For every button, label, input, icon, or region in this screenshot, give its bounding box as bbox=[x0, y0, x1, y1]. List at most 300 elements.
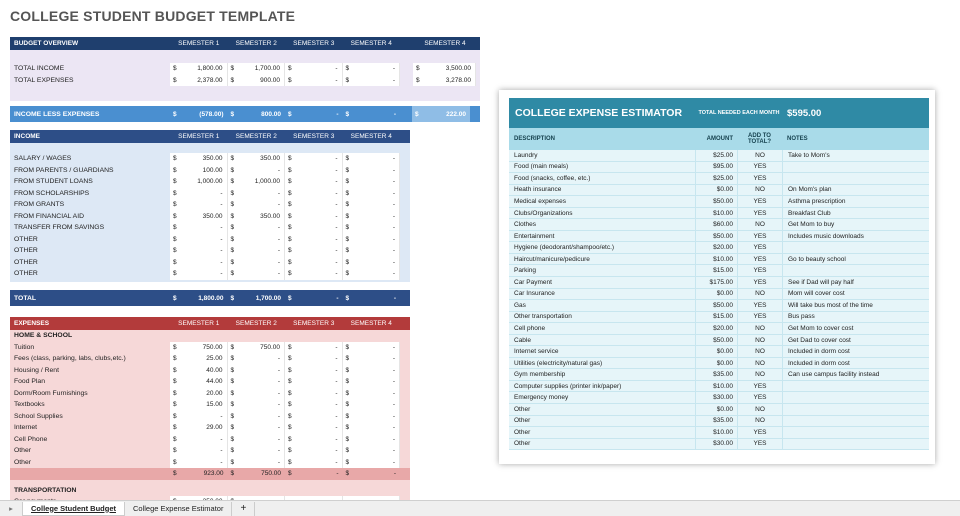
value-cell[interactable] bbox=[343, 290, 401, 306]
amount-cell[interactable]: $25.00 bbox=[695, 173, 737, 184]
value-cell[interactable] bbox=[228, 422, 286, 434]
notes-cell[interactable] bbox=[782, 439, 929, 450]
description-cell[interactable]: Food (main meals) bbox=[514, 163, 569, 171]
value-cell[interactable] bbox=[343, 353, 401, 365]
amount-cell[interactable]: $10.00 bbox=[695, 208, 737, 219]
description-cell[interactable]: Parking bbox=[514, 267, 537, 275]
value-cell[interactable] bbox=[343, 75, 401, 87]
add-to-total-cell[interactable]: NO bbox=[737, 358, 782, 369]
estimator-row bbox=[509, 254, 929, 266]
income-section bbox=[10, 130, 410, 282]
value-cell[interactable] bbox=[412, 106, 470, 122]
add-to-total-cell[interactable]: YES bbox=[737, 242, 782, 253]
cell-value: - bbox=[335, 155, 338, 163]
amount-cell[interactable]: $20.00 bbox=[695, 323, 737, 334]
value-cell[interactable] bbox=[170, 188, 228, 200]
value-cell[interactable] bbox=[343, 234, 401, 246]
currency-symbol: $ bbox=[345, 224, 350, 232]
value-cell[interactable] bbox=[228, 399, 286, 411]
value-cell[interactable] bbox=[228, 457, 286, 469]
currency-symbol: $ bbox=[173, 212, 177, 220]
value-cell[interactable] bbox=[285, 153, 343, 165]
value-cell[interactable] bbox=[228, 388, 286, 400]
value-cell[interactable] bbox=[170, 75, 228, 87]
expenses-header: EXPENSES SEMESTER 1 SEMESTER 2 SEMESTER 3 SEMESTER 4 bbox=[10, 317, 410, 330]
cell-value: 25.00 bbox=[206, 355, 223, 363]
income-row bbox=[10, 234, 410, 246]
value-cell[interactable] bbox=[228, 165, 286, 177]
amount-cell[interactable]: $10.00 bbox=[695, 427, 737, 438]
value-cell[interactable] bbox=[285, 353, 343, 365]
cell-value: - bbox=[277, 270, 280, 278]
description-cell[interactable]: Entertainment bbox=[514, 232, 555, 240]
amount-cell[interactable]: $15.00 bbox=[695, 265, 737, 276]
value-cell[interactable] bbox=[343, 422, 401, 434]
amount-cell[interactable]: $15.00 bbox=[695, 312, 737, 323]
value-cell[interactable] bbox=[343, 211, 401, 223]
add-to-total-cell[interactable]: YES bbox=[737, 300, 782, 311]
add-to-total-cell[interactable]: NO bbox=[737, 150, 782, 161]
value-cell[interactable] bbox=[170, 199, 228, 211]
cell-value: 750.00 bbox=[260, 343, 280, 351]
description-cell[interactable]: Medical expenses bbox=[514, 197, 567, 205]
add-to-total-cell[interactable]: NO bbox=[737, 289, 782, 300]
currency-symbol: $ bbox=[230, 178, 235, 186]
value-cell[interactable] bbox=[170, 290, 228, 306]
value-cell[interactable] bbox=[343, 376, 401, 388]
notes-cell[interactable] bbox=[782, 392, 929, 403]
notes-cell[interactable]: On Mom's plan bbox=[782, 185, 929, 196]
description-cell[interactable]: Other bbox=[514, 428, 531, 436]
amount-cell[interactable]: $35.00 bbox=[695, 416, 737, 427]
value-cell[interactable] bbox=[228, 222, 286, 234]
notes-cell[interactable]: Includes music downloads bbox=[782, 231, 929, 242]
expenses-subtotal-row bbox=[10, 468, 410, 480]
notes-cell[interactable]: Asthma prescription bbox=[782, 196, 929, 207]
value-cell[interactable] bbox=[343, 176, 401, 188]
amount-cell[interactable]: $95.00 bbox=[695, 162, 737, 173]
description-cell[interactable]: Gas bbox=[514, 301, 526, 309]
value-cell[interactable] bbox=[170, 106, 228, 122]
cell-value: 800.00 bbox=[261, 110, 281, 118]
cell-value: 222.00 bbox=[446, 110, 466, 118]
add-to-total-cell[interactable]: NO bbox=[737, 335, 782, 346]
value-cell[interactable] bbox=[228, 188, 286, 200]
row-label: FROM STUDENT LOANS bbox=[14, 178, 93, 186]
currency-symbol: $ bbox=[288, 366, 292, 374]
expense-row bbox=[10, 342, 410, 354]
value-cell[interactable] bbox=[170, 422, 228, 434]
value-cell[interactable] bbox=[228, 365, 286, 377]
add-to-total-cell[interactable]: YES bbox=[737, 392, 782, 403]
value-cell[interactable] bbox=[285, 434, 343, 446]
value-cell[interactable] bbox=[170, 388, 228, 400]
cell-value: - bbox=[392, 224, 395, 232]
cell-value: 40.00 bbox=[206, 366, 223, 374]
notes-cell[interactable] bbox=[782, 242, 929, 253]
value-cell[interactable] bbox=[170, 376, 228, 388]
value-cell[interactable] bbox=[228, 434, 286, 446]
value-cell[interactable] bbox=[343, 268, 401, 280]
overview-total-cell[interactable] bbox=[413, 75, 476, 87]
tab-scroll-icon[interactable]: ▸ bbox=[9, 504, 13, 513]
description-cell[interactable]: Car Payment bbox=[514, 278, 552, 286]
value-cell[interactable] bbox=[285, 211, 343, 223]
currency-symbol: $ bbox=[345, 270, 350, 278]
tab-college-student-budget[interactable]: College Student Budget bbox=[22, 502, 125, 516]
add-to-total-cell[interactable]: NO bbox=[737, 346, 782, 357]
currency-symbol: $ bbox=[230, 65, 235, 73]
add-to-total-cell[interactable]: YES bbox=[737, 277, 782, 288]
amount-cell[interactable]: $30.00 bbox=[695, 439, 737, 450]
cell-value: 750.00 bbox=[202, 343, 223, 351]
value-cell[interactable] bbox=[170, 153, 228, 165]
description-cell[interactable]: Clubs/Organizations bbox=[514, 209, 573, 217]
amount-cell[interactable]: $60.00 bbox=[695, 219, 737, 230]
notes-cell[interactable] bbox=[782, 427, 929, 438]
cell-value: 3,278.00 bbox=[445, 76, 471, 84]
tab-college-expense-estimator[interactable]: College Expense Estimator bbox=[125, 502, 232, 516]
notes-cell[interactable]: Get Dad to cover cost bbox=[782, 335, 929, 346]
add-to-total-cell[interactable]: YES bbox=[737, 312, 782, 323]
notes-cell[interactable]: Included in dorm cost bbox=[782, 358, 929, 369]
description-cell[interactable]: Emergency money bbox=[514, 394, 569, 402]
value-cell[interactable] bbox=[343, 63, 401, 75]
value-cell[interactable] bbox=[228, 211, 286, 223]
home-school-label: HOME & SCHOOL bbox=[14, 332, 73, 340]
value-cell[interactable] bbox=[285, 290, 343, 306]
add-to-total-cell[interactable]: NO bbox=[737, 323, 782, 334]
income-row bbox=[10, 211, 410, 223]
value-cell[interactable] bbox=[343, 165, 401, 177]
value-cell[interactable] bbox=[228, 411, 286, 423]
row-label: FROM PARENTS / GUARDIANS bbox=[14, 166, 114, 174]
overview-total-cell[interactable] bbox=[413, 63, 476, 75]
value-cell[interactable] bbox=[228, 257, 286, 269]
value-cell[interactable] bbox=[228, 63, 286, 75]
value-cell[interactable] bbox=[170, 234, 228, 246]
value-cell[interactable] bbox=[170, 457, 228, 469]
value-cell[interactable] bbox=[285, 411, 343, 423]
description-cell[interactable]: Cable bbox=[514, 336, 531, 344]
value-cell[interactable] bbox=[170, 245, 228, 257]
value-cell[interactable] bbox=[285, 106, 343, 122]
total-needed-value: $595.00 bbox=[787, 107, 822, 119]
value-cell[interactable] bbox=[343, 245, 401, 257]
value-cell[interactable] bbox=[170, 342, 228, 354]
value-cell[interactable] bbox=[343, 199, 401, 211]
amount-cell[interactable]: $20.00 bbox=[695, 242, 737, 253]
value-cell[interactable] bbox=[170, 434, 228, 446]
description-cell[interactable]: Hygiene (deodorant/shampoo/etc.) bbox=[514, 244, 615, 252]
description-cell[interactable]: Gym membership bbox=[514, 371, 566, 379]
currency-symbol: $ bbox=[345, 401, 350, 409]
cell-value: - bbox=[335, 65, 338, 73]
value-cell[interactable] bbox=[228, 153, 286, 165]
notes-cell[interactable]: Included in dorm cost bbox=[782, 346, 929, 357]
value-cell[interactable] bbox=[285, 388, 343, 400]
add-to-total-cell[interactable]: YES bbox=[737, 254, 782, 265]
amount-cell[interactable]: $50.00 bbox=[695, 335, 737, 346]
description-cell[interactable]: Other transportation bbox=[514, 313, 572, 321]
notes-cell[interactable] bbox=[782, 173, 929, 184]
value-cell[interactable] bbox=[285, 165, 343, 177]
add-to-total-cell[interactable]: YES bbox=[737, 173, 782, 184]
notes-cell[interactable] bbox=[782, 381, 929, 392]
value-cell[interactable] bbox=[343, 388, 401, 400]
amount-cell[interactable]: $175.00 bbox=[695, 277, 737, 288]
value-cell[interactable] bbox=[343, 342, 401, 354]
description-cell[interactable]: Food (snacks, coffee, etc.) bbox=[514, 174, 591, 182]
currency-symbol: $ bbox=[230, 389, 235, 397]
value-cell[interactable] bbox=[228, 75, 286, 87]
estimator-row bbox=[509, 427, 929, 439]
value-cell[interactable] bbox=[170, 411, 228, 423]
cell-value: - bbox=[277, 355, 280, 363]
amount-cell[interactable]: $50.00 bbox=[695, 231, 737, 242]
value-cell[interactable] bbox=[170, 399, 228, 411]
currency-symbol: $ bbox=[173, 178, 177, 186]
value-cell[interactable] bbox=[170, 268, 228, 280]
amount-cell[interactable]: $25.00 bbox=[695, 150, 737, 161]
amount-cell[interactable]: $0.00 bbox=[695, 358, 737, 369]
add-to-total-cell[interactable]: NO bbox=[737, 404, 782, 415]
value-cell[interactable] bbox=[285, 199, 343, 211]
notes-cell[interactable]: Can use campus facility instead bbox=[782, 369, 929, 380]
value-cell[interactable] bbox=[228, 353, 286, 365]
currency-symbol: $ bbox=[173, 366, 177, 374]
amount-cell[interactable]: $10.00 bbox=[695, 381, 737, 392]
value-cell[interactable] bbox=[228, 445, 286, 457]
row-label: Internet bbox=[14, 424, 38, 432]
add-to-total-cell[interactable]: YES bbox=[737, 208, 782, 219]
description-cell[interactable]: Cell phone bbox=[514, 324, 546, 332]
value-cell[interactable] bbox=[285, 176, 343, 188]
amount-cell[interactable]: $0.00 bbox=[695, 185, 737, 196]
notes-cell[interactable]: Mom will cover cost bbox=[782, 289, 929, 300]
value-cell[interactable] bbox=[285, 245, 343, 257]
add-to-total-cell[interactable]: YES bbox=[737, 196, 782, 207]
amount-cell[interactable]: $50.00 bbox=[695, 196, 737, 207]
notes-cell[interactable] bbox=[782, 416, 929, 427]
value-cell[interactable] bbox=[170, 468, 228, 480]
estimator-row bbox=[509, 300, 929, 312]
add-to-total-cell[interactable]: YES bbox=[737, 427, 782, 438]
value-cell[interactable] bbox=[343, 411, 401, 423]
currency-symbol: $ bbox=[230, 424, 235, 432]
add-to-total-cell[interactable]: NO bbox=[737, 185, 782, 196]
currency-symbol: $ bbox=[230, 412, 235, 420]
cell-value: 3,500.00 bbox=[445, 65, 471, 73]
cell-value: 44.00 bbox=[206, 378, 223, 386]
add-to-total-cell[interactable]: YES bbox=[737, 162, 782, 173]
description-cell[interactable]: Other bbox=[514, 417, 531, 425]
cell-value: - bbox=[277, 247, 280, 255]
value-cell[interactable] bbox=[228, 376, 286, 388]
value-cell[interactable] bbox=[343, 222, 401, 234]
value-cell[interactable] bbox=[285, 63, 343, 75]
value-cell[interactable] bbox=[228, 290, 286, 306]
currency-symbol: $ bbox=[230, 470, 235, 478]
description-cell[interactable]: Computer supplies (printer ink/paper) bbox=[514, 382, 622, 390]
expense-row bbox=[10, 457, 410, 469]
value-cell[interactable] bbox=[170, 257, 228, 269]
notes-cell[interactable]: Will take bus most of the time bbox=[782, 300, 929, 311]
cell-value: - bbox=[335, 447, 338, 455]
value-cell[interactable] bbox=[228, 342, 286, 354]
currency-symbol: $ bbox=[345, 343, 350, 351]
value-cell[interactable] bbox=[228, 199, 286, 211]
sheet-tab-bar bbox=[0, 500, 960, 516]
row-label: FROM GRANTS bbox=[14, 201, 65, 209]
estimator-row bbox=[509, 185, 929, 197]
value-cell[interactable] bbox=[343, 434, 401, 446]
description-cell[interactable]: Heath insurance bbox=[514, 186, 562, 194]
income-row bbox=[10, 188, 410, 200]
value-cell[interactable] bbox=[285, 188, 343, 200]
description-cell[interactable]: Utilities (electricity/natural gas) bbox=[514, 359, 603, 367]
value-cell[interactable] bbox=[170, 176, 228, 188]
value-cell[interactable] bbox=[343, 468, 401, 480]
add-to-total-cell[interactable]: YES bbox=[737, 439, 782, 450]
value-cell[interactable] bbox=[170, 365, 228, 377]
amount-cell[interactable]: $10.00 bbox=[695, 254, 737, 265]
add-to-total-cell[interactable]: NO bbox=[737, 369, 782, 380]
value-cell[interactable] bbox=[285, 75, 343, 87]
description-cell[interactable]: Internet service bbox=[514, 348, 559, 356]
add-to-total-cell[interactable]: NO bbox=[737, 219, 782, 230]
value-cell[interactable] bbox=[228, 468, 286, 480]
value-cell[interactable] bbox=[285, 376, 343, 388]
value-cell[interactable] bbox=[343, 188, 401, 200]
currency-symbol: $ bbox=[230, 447, 235, 455]
cell-value: - bbox=[220, 247, 223, 255]
value-cell[interactable] bbox=[228, 106, 286, 122]
amount-cell[interactable]: $0.00 bbox=[695, 289, 737, 300]
value-cell[interactable] bbox=[343, 457, 401, 469]
notes-cell[interactable] bbox=[782, 162, 929, 173]
description-cell[interactable]: Other bbox=[514, 440, 531, 448]
value-cell[interactable] bbox=[343, 399, 401, 411]
row-label: FROM SCHOLARSHIPS bbox=[14, 189, 90, 197]
value-cell[interactable] bbox=[228, 176, 286, 188]
value-cell[interactable] bbox=[285, 222, 343, 234]
notes-cell[interactable]: Take to Mom's bbox=[782, 150, 929, 161]
add-to-total-cell[interactable]: YES bbox=[737, 265, 782, 276]
cell-value: - bbox=[392, 412, 395, 420]
notes-cell[interactable]: See if Dad will pay half bbox=[782, 277, 929, 288]
value-cell[interactable] bbox=[170, 211, 228, 223]
currency-symbol: $ bbox=[415, 110, 419, 118]
value-cell[interactable] bbox=[228, 245, 286, 257]
value-cell[interactable] bbox=[285, 365, 343, 377]
value-cell[interactable] bbox=[343, 153, 401, 165]
notes-cell[interactable]: Breakfast Club bbox=[782, 208, 929, 219]
cell-value: - bbox=[277, 235, 280, 243]
value-cell[interactable] bbox=[343, 445, 401, 457]
estimator-row bbox=[509, 173, 929, 185]
add-to-total-cell[interactable]: YES bbox=[737, 231, 782, 242]
add-to-total-cell[interactable]: NO bbox=[737, 416, 782, 427]
description-cell[interactable]: Laundry bbox=[514, 151, 538, 159]
value-cell[interactable] bbox=[228, 268, 286, 280]
value-cell[interactable] bbox=[285, 268, 343, 280]
description-cell[interactable]: Car Insurance bbox=[514, 290, 555, 298]
value-cell[interactable] bbox=[170, 165, 228, 177]
value-cell[interactable] bbox=[285, 399, 343, 411]
value-cell[interactable] bbox=[343, 365, 401, 377]
cell-value: 1,800.00 bbox=[197, 65, 223, 73]
value-cell[interactable] bbox=[285, 457, 343, 469]
currency-symbol: $ bbox=[288, 235, 292, 243]
row-label: OTHER bbox=[14, 258, 38, 266]
value-cell[interactable] bbox=[285, 468, 343, 480]
cell-value: 1,000.00 bbox=[197, 178, 223, 186]
notes-cell[interactable] bbox=[782, 404, 929, 415]
add-to-total-cell[interactable]: YES bbox=[737, 381, 782, 392]
income-total-row bbox=[10, 290, 410, 306]
value-cell[interactable] bbox=[285, 445, 343, 457]
estimator-row bbox=[509, 231, 929, 243]
expense-row bbox=[10, 434, 410, 446]
notes-cell[interactable] bbox=[782, 265, 929, 276]
value-cell[interactable] bbox=[170, 63, 228, 75]
cell-value: - bbox=[336, 470, 339, 478]
cell-value: - bbox=[335, 235, 338, 243]
value-cell[interactable] bbox=[170, 445, 228, 457]
value-cell[interactable] bbox=[170, 353, 228, 365]
cell-value: - bbox=[392, 65, 395, 73]
transportation-label: TRANSPORTATION bbox=[14, 486, 77, 494]
currency-symbol: $ bbox=[288, 224, 292, 232]
amount-cell[interactable]: $0.00 bbox=[695, 404, 737, 415]
value-cell[interactable] bbox=[228, 234, 286, 246]
row-label: Fees (class, parking, labs, clubs,etc.) bbox=[14, 355, 126, 363]
description-cell[interactable]: Other bbox=[514, 405, 531, 413]
value-cell[interactable] bbox=[343, 106, 401, 122]
amount-cell[interactable]: $30.00 bbox=[695, 392, 737, 403]
cell-value: 1,700.00 bbox=[255, 294, 281, 302]
row-label: TOTAL bbox=[14, 294, 37, 302]
notes-cell[interactable]: Bus pass bbox=[782, 312, 929, 323]
currency-symbol: $ bbox=[345, 424, 350, 432]
value-cell[interactable] bbox=[285, 257, 343, 269]
value-cell[interactable] bbox=[170, 222, 228, 234]
notes-cell[interactable]: Go to beauty school bbox=[782, 254, 929, 265]
value-cell[interactable] bbox=[285, 342, 343, 354]
page-title: COLLEGE STUDENT BUDGET TEMPLATE bbox=[10, 8, 296, 24]
estimator-row bbox=[509, 162, 929, 174]
value-cell[interactable] bbox=[285, 234, 343, 246]
cell-value: - bbox=[335, 201, 338, 209]
value-cell[interactable] bbox=[285, 422, 343, 434]
estimator-row bbox=[509, 346, 929, 358]
value-cell[interactable] bbox=[343, 257, 401, 269]
amount-cell[interactable]: $35.00 bbox=[695, 369, 737, 380]
cell-value: - bbox=[335, 366, 338, 374]
notes-cell[interactable]: Get Mom to buy bbox=[782, 219, 929, 230]
description-cell[interactable]: Haircut/manicure/pedicure bbox=[514, 255, 590, 263]
description-cell[interactable]: Clothes bbox=[514, 221, 537, 229]
cell-value: - bbox=[392, 247, 395, 255]
row-label: OTHER bbox=[14, 270, 38, 278]
amount-cell[interactable]: $0.00 bbox=[695, 346, 737, 357]
amount-cell[interactable]: $50.00 bbox=[695, 300, 737, 311]
add-sheet-button[interactable]: + bbox=[232, 502, 255, 516]
expense-row bbox=[10, 365, 410, 377]
notes-cell[interactable]: Get Mom to cover cost bbox=[782, 323, 929, 334]
currency-symbol: $ bbox=[173, 294, 177, 302]
